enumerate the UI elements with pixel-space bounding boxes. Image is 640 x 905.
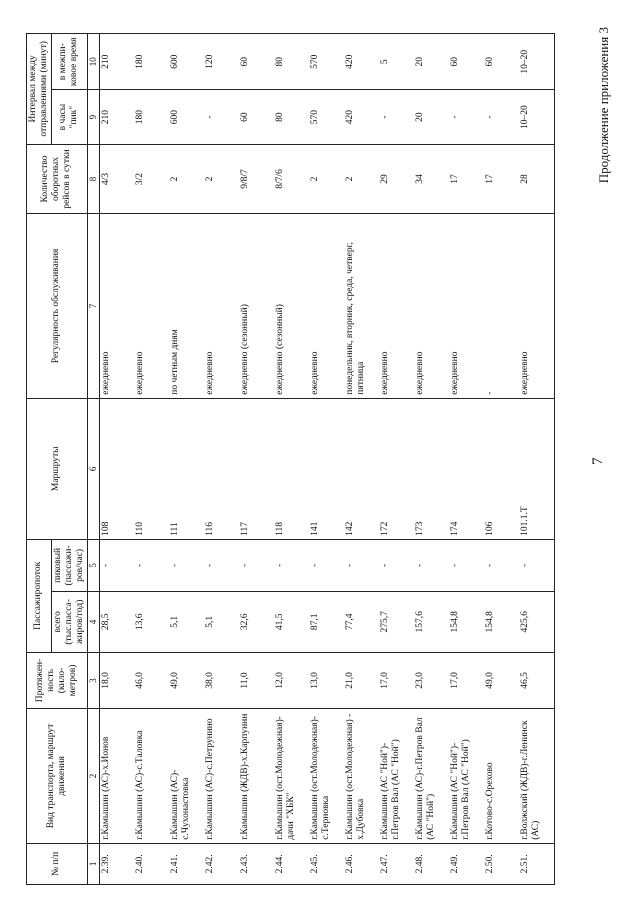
header-routes: Маршруты xyxy=(27,398,88,539)
header-total: всего (тыс.пасса-жиров/год) xyxy=(51,591,87,652)
interval-offpeak: 60 xyxy=(484,34,519,91)
service-regularity: ежедневно xyxy=(204,214,239,399)
header-peak-hours: в часы "пик" xyxy=(51,90,87,144)
interval-peak: - xyxy=(484,90,519,144)
row-number: 2.51. xyxy=(519,843,554,884)
row-number: 2.47. xyxy=(379,843,414,884)
table-row xyxy=(134,34,169,885)
row-number: 2.48. xyxy=(414,843,449,884)
row-number: 2.50. xyxy=(484,843,519,884)
interval-offpeak: 10–20 xyxy=(519,34,554,91)
passengers-total: 41,5 xyxy=(274,591,309,652)
col-number: 1 xyxy=(87,843,99,884)
table-row xyxy=(344,34,379,885)
header-offpeak: в межпи-ковое время xyxy=(51,34,87,91)
row-number: 2.41. xyxy=(169,843,204,884)
daily-trips: 2 xyxy=(204,144,239,213)
interval-peak: - xyxy=(449,90,484,144)
route-length: 23,0 xyxy=(414,652,449,708)
service-regularity: ежедневно (сезонный) xyxy=(274,214,309,399)
passengers-total: 28,5 xyxy=(99,591,134,652)
table-row xyxy=(274,34,309,885)
passengers-peak: - xyxy=(309,539,344,591)
route-length: 38,0 xyxy=(204,652,239,708)
table-row xyxy=(169,34,204,885)
row-number: 2.46. xyxy=(344,843,379,884)
table-row xyxy=(484,34,519,885)
table-row xyxy=(204,34,239,885)
passengers-peak: - xyxy=(379,539,414,591)
passengers-peak: - xyxy=(134,539,169,591)
route-code: 116 xyxy=(204,398,239,539)
daily-trips: 17 xyxy=(484,144,519,213)
service-regularity: ежедневно xyxy=(449,214,484,399)
passengers-total: 425,6 xyxy=(519,591,554,652)
header-peak: пиковый (пассажи-ров/час) xyxy=(51,539,87,591)
header-regularity: Регулярность обслуживания xyxy=(27,214,88,399)
passengers-total: 87,1 xyxy=(309,591,344,652)
interval-offpeak: 120 xyxy=(204,34,239,91)
routes-table xyxy=(26,33,555,885)
page-number: 7 xyxy=(590,457,606,465)
route-length: 12,0 xyxy=(274,652,309,708)
interval-peak: 570 xyxy=(309,90,344,144)
header-route: Вид транспорта, маршрут движения xyxy=(27,709,88,844)
col-number: 4 xyxy=(87,591,99,652)
interval-offpeak: 210 xyxy=(99,34,134,91)
route-name: г.Камышин (ост.Молодежная)-с.Терновка xyxy=(309,709,344,844)
route-code: 117 xyxy=(239,398,274,539)
passengers-peak: - xyxy=(449,539,484,591)
daily-trips: 3/2 xyxy=(134,144,169,213)
col-number: 5 xyxy=(87,539,99,591)
table-row xyxy=(379,34,414,885)
daily-trips: 2 xyxy=(169,144,204,213)
daily-trips: 28 xyxy=(519,144,554,213)
interval-peak: 210 xyxy=(99,90,134,144)
interval-offpeak: 20 xyxy=(414,34,449,91)
route-code: 172 xyxy=(379,398,414,539)
service-regularity: по четным дням xyxy=(169,214,204,399)
route-name: г.Камышин (АС)-с.Петрунино xyxy=(204,709,239,844)
appendix-caption: Продолжение приложения 3 xyxy=(596,27,611,184)
table-row xyxy=(99,34,134,885)
passengers-total: 5,1 xyxy=(169,591,204,652)
daily-trips: 2 xyxy=(309,144,344,213)
service-regularity: ежедневно xyxy=(414,214,449,399)
route-code: 141 xyxy=(309,398,344,539)
route-code: 142 xyxy=(344,398,379,539)
daily-trips: 2 xyxy=(344,144,379,213)
route-name: г.Волжский (ЖДВ)-г.Ленинск (АС) xyxy=(519,709,554,844)
passengers-total: 13,6 xyxy=(134,591,169,652)
route-name: г.Камышин (ост.Молодежная)-дачи "ХБК" xyxy=(274,709,309,844)
route-code: 108 xyxy=(99,398,134,539)
passengers-peak: - xyxy=(169,539,204,591)
interval-offpeak: 60 xyxy=(239,34,274,91)
interval-offpeak: 5 xyxy=(379,34,414,91)
interval-peak: - xyxy=(379,90,414,144)
route-name: г.Камышин (АС)-с.Таловка xyxy=(134,709,169,844)
row-number: 2.39. xyxy=(99,843,134,884)
route-length: 21,0 xyxy=(344,652,379,708)
daily-trips: 4/3 xyxy=(99,144,134,213)
table-body xyxy=(99,34,554,885)
interval-peak: 180 xyxy=(134,90,169,144)
col-number: 2 xyxy=(87,709,99,844)
service-regularity: ежедневно xyxy=(379,214,414,399)
col-number: 7 xyxy=(87,214,99,399)
header-interval: Интервал между отправлениями (минут) xyxy=(27,34,52,145)
route-length: 11,0 xyxy=(239,652,274,708)
header-num: № п/п xyxy=(27,843,88,884)
col-number: 10 xyxy=(87,34,99,91)
route-code: 101.1.Т xyxy=(519,398,554,539)
row-number: 2.40. xyxy=(134,843,169,884)
passengers-total: 275,7 xyxy=(379,591,414,652)
passengers-peak: - xyxy=(99,539,134,591)
service-regularity: понедельник, вторник, среда, четверг, пятница xyxy=(344,214,379,399)
service-regularity: - xyxy=(484,214,519,399)
route-name: г.Котово-с.Орехово xyxy=(484,709,519,844)
interval-offpeak: 600 xyxy=(169,34,204,91)
header-trips: Количество оборотных рейсов в сутки xyxy=(27,144,88,213)
interval-offpeak: 570 xyxy=(309,34,344,91)
header-row-1 xyxy=(27,34,52,885)
route-name: г.Камышин (АС)-с.Чухонастовка xyxy=(169,709,204,844)
interval-peak: 600 xyxy=(169,90,204,144)
passengers-total: 5,1 xyxy=(204,591,239,652)
route-length: 46,0 xyxy=(134,652,169,708)
route-code: 110 xyxy=(134,398,169,539)
passengers-total: 32,6 xyxy=(239,591,274,652)
route-name: г.Камышин (АС "Ной")-г.Петров Вал (АС "Ной") xyxy=(379,709,414,844)
interval-peak: 80 xyxy=(274,90,309,144)
route-name: г.Камышин (АС "Ной")-г.Петров Вал (АС "Ной") xyxy=(449,709,484,844)
passengers-peak: - xyxy=(274,539,309,591)
route-name: г.Камышин (АС)-х.Ионов xyxy=(99,709,134,844)
header-length: Протяжен-ность (кило-метров) xyxy=(27,652,88,708)
passengers-peak: - xyxy=(204,539,239,591)
service-regularity: ежедневно (сезонный) xyxy=(239,214,274,399)
interval-offpeak: 60 xyxy=(449,34,484,91)
interval-peak: 420 xyxy=(344,90,379,144)
table-row xyxy=(414,34,449,885)
table-row xyxy=(519,34,554,885)
interval-offpeak: 420 xyxy=(344,34,379,91)
daily-trips: 17 xyxy=(449,144,484,213)
service-regularity: ежедневно xyxy=(519,214,554,399)
row-number: 2.44. xyxy=(274,843,309,884)
col-number: 3 xyxy=(87,652,99,708)
passengers-peak: - xyxy=(239,539,274,591)
route-code: 111 xyxy=(169,398,204,539)
passengers-peak: - xyxy=(414,539,449,591)
daily-trips: 8/7/6 xyxy=(274,144,309,213)
service-regularity: ежедневно xyxy=(309,214,344,399)
passengers-peak: - xyxy=(519,539,554,591)
table-row xyxy=(449,34,484,885)
interval-peak: 20 xyxy=(414,90,449,144)
passengers-total: 77,4 xyxy=(344,591,379,652)
service-regularity: ежедневно xyxy=(134,214,169,399)
row-number: 2.43. xyxy=(239,843,274,884)
passengers-peak: - xyxy=(344,539,379,591)
daily-trips: 29 xyxy=(379,144,414,213)
header-passenger-flow: Пассажиропоток xyxy=(27,539,52,652)
daily-trips: 9/8/7 xyxy=(239,144,274,213)
passengers-peak: - xyxy=(484,539,519,591)
column-number-row xyxy=(87,34,99,885)
col-number: 9 xyxy=(87,90,99,144)
interval-offpeak: 180 xyxy=(134,34,169,91)
route-code: 174 xyxy=(449,398,484,539)
route-length: 49,0 xyxy=(484,652,519,708)
route-length: 49,0 xyxy=(169,652,204,708)
route-length: 17,0 xyxy=(449,652,484,708)
interval-peak: 60 xyxy=(239,90,274,144)
route-code: 118 xyxy=(274,398,309,539)
route-length: 13,0 xyxy=(309,652,344,708)
route-name: г.Камышин (ЖДВ)-х.Карпунин xyxy=(239,709,274,844)
row-number: 2.49. xyxy=(449,843,484,884)
row-number: 2.45. xyxy=(309,843,344,884)
col-number: 6 xyxy=(87,398,99,539)
route-code: 106 xyxy=(484,398,519,539)
route-length: 46,5 xyxy=(519,652,554,708)
route-length: 17,0 xyxy=(379,652,414,708)
route-code: 173 xyxy=(414,398,449,539)
passengers-total: 154,8 xyxy=(449,591,484,652)
table-row xyxy=(239,34,274,885)
col-number: 8 xyxy=(87,144,99,213)
service-regularity: ежедневно xyxy=(99,214,134,399)
row-number: 2.42. xyxy=(204,843,239,884)
daily-trips: 34 xyxy=(414,144,449,213)
interval-offpeak: 80 xyxy=(274,34,309,91)
route-name: г.Камышин (ост.Молодежная) - х.Дубовка xyxy=(344,709,379,844)
table-row xyxy=(309,34,344,885)
interval-peak: - xyxy=(204,90,239,144)
passengers-total: 157,6 xyxy=(414,591,449,652)
route-length: 18,0 xyxy=(99,652,134,708)
interval-peak: 10–20 xyxy=(519,90,554,144)
route-name: г.Камышин (АС)-г.Петров Вал (АС "Ной") xyxy=(414,709,449,844)
passengers-total: 154,8 xyxy=(484,591,519,652)
